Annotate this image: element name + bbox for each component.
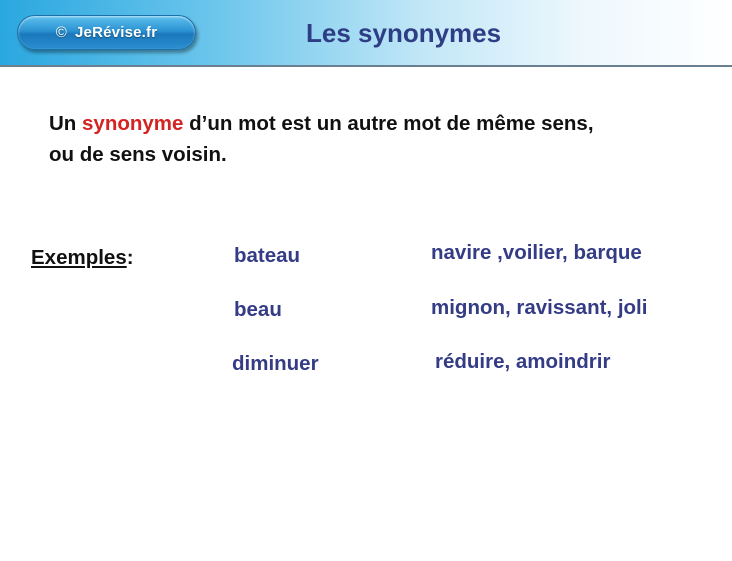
- examples-label-colon: :: [126, 246, 134, 269]
- example-word-1: bateau: [234, 244, 301, 267]
- header-bar: [0, 0, 732, 67]
- jerevise-logo-button[interactable]: [17, 15, 196, 50]
- example-synonyms-2: mignon, ravissant, joli: [431, 296, 648, 319]
- definition-highlight: synonyme: [82, 112, 184, 135]
- example-synonyms-3: réduire, amoindrir: [435, 350, 611, 373]
- definition-line2: ou de sens voisin.: [49, 143, 227, 166]
- example-synonyms-1: navire ,voilier, barque: [431, 241, 642, 264]
- definition-part2: d’un mot est un autre mot de même sens,: [183, 112, 594, 135]
- logo-text: JeRévise.fr: [75, 24, 158, 41]
- definition-text: [49, 108, 719, 170]
- examples-label-text: Exemples: [31, 246, 127, 269]
- example-word-3: diminuer: [232, 352, 319, 375]
- definition-part1: Un: [49, 112, 83, 135]
- copyright-icon: ©: [55, 24, 67, 41]
- page-title: Les synonymes: [306, 18, 502, 48]
- example-word-2: beau: [234, 298, 282, 321]
- examples-label: [31, 246, 134, 270]
